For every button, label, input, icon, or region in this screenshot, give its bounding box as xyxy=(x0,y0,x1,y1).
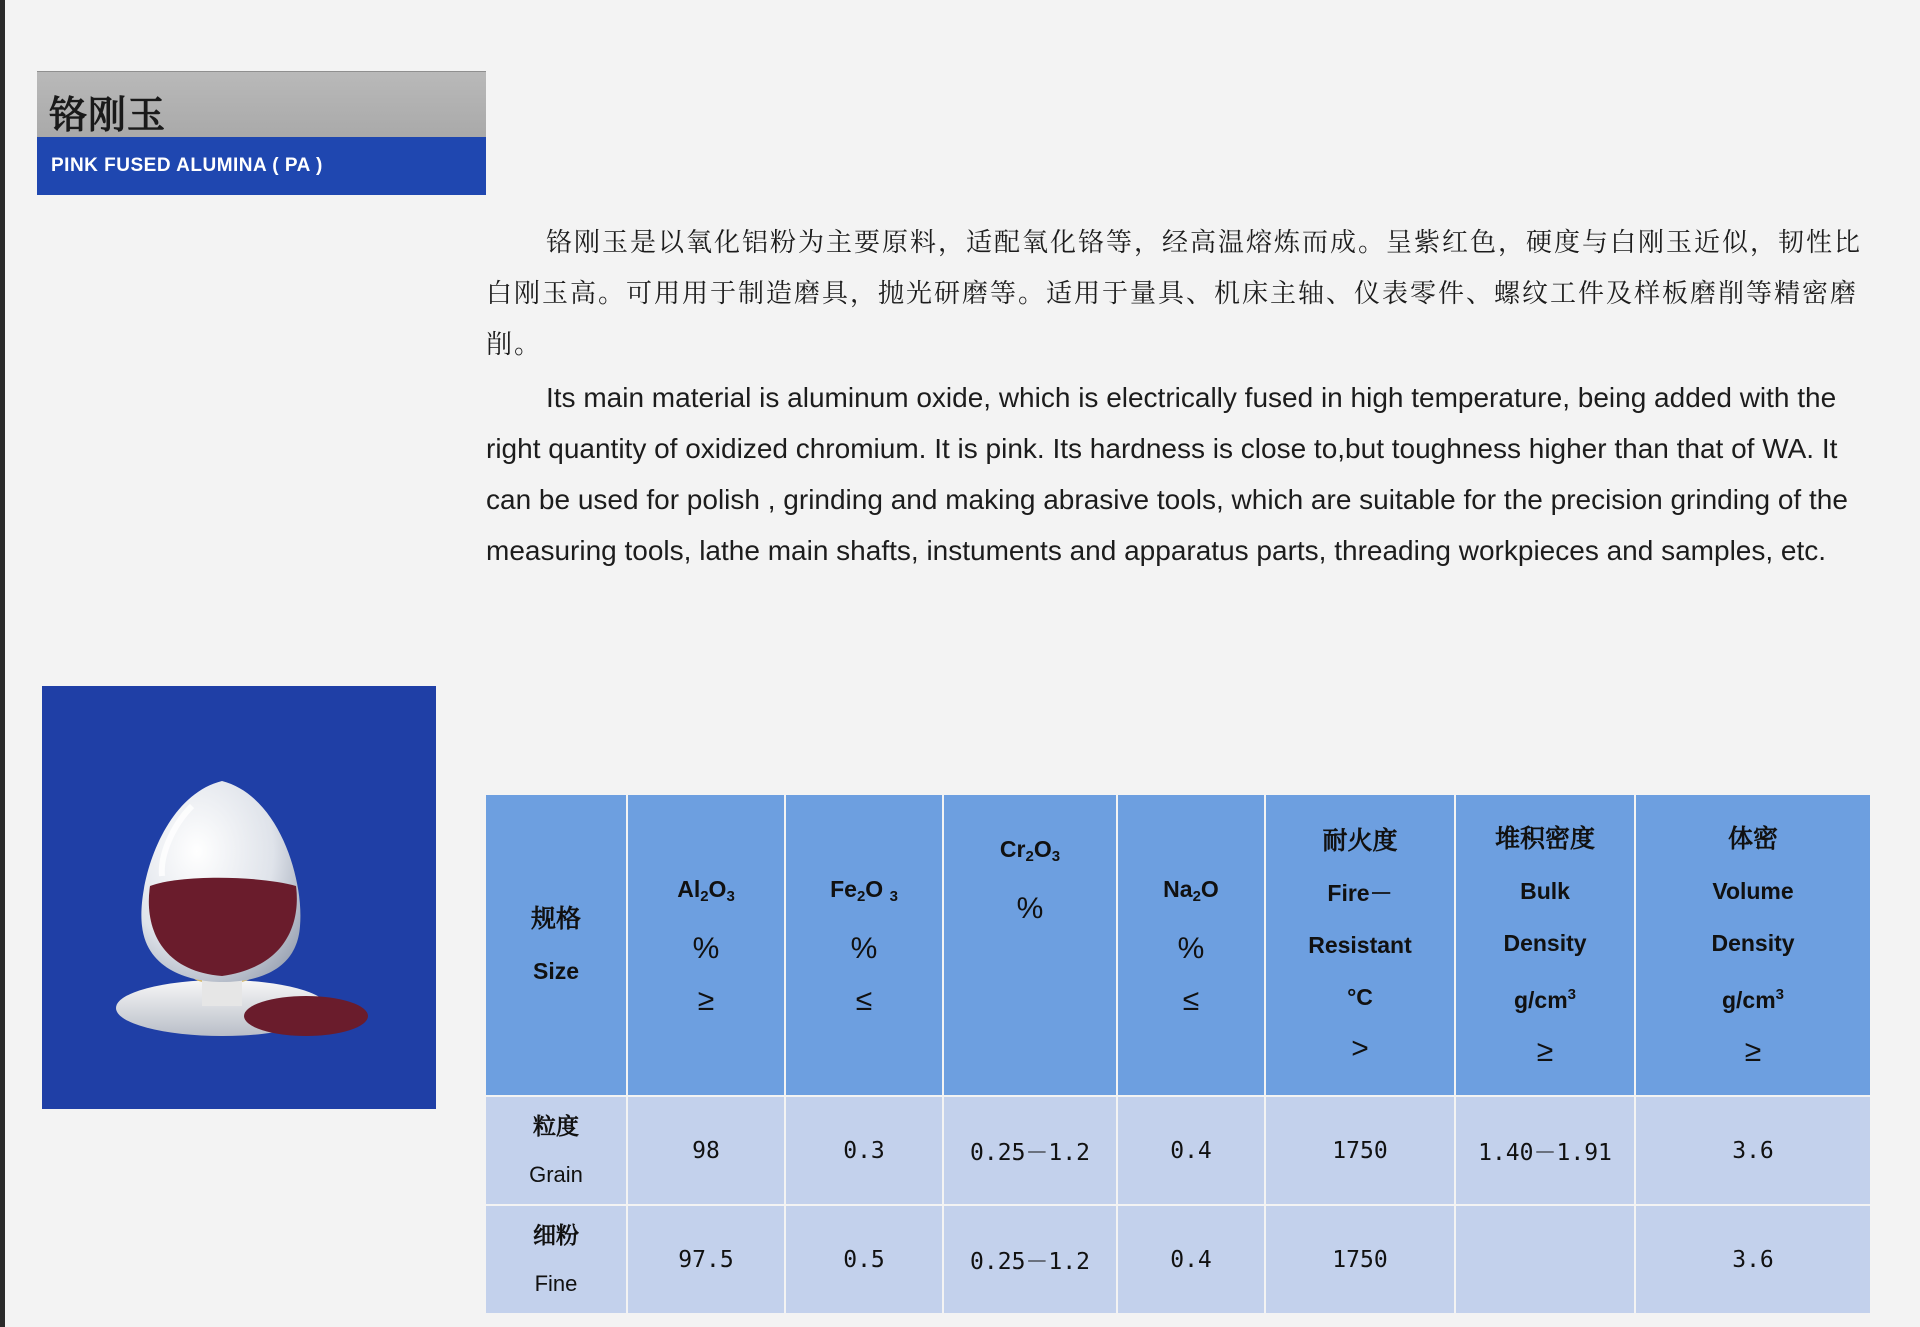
page-subtitle: PINK FUSED ALUMINA ( PA ) xyxy=(51,155,323,176)
cell-fe2o3: 0.5 xyxy=(785,1205,943,1314)
subtitle-bar xyxy=(37,137,486,195)
table-row xyxy=(485,1096,1871,1205)
page-title: 铬刚玉 xyxy=(49,93,167,137)
table-row xyxy=(485,1205,1871,1314)
cell-volume: 3.6 xyxy=(1635,1205,1871,1314)
description-english: Its main material is aluminum oxide, which is electrically fused in high temperature, being added with the right quantity of oxidized chromium. It is pink. Its hardness is close to,but toughness higher than that of WA. It can be used for polish , grinding and making abrasive tools, which are suitable for the precision grinding of the measuring tools, lathe main shafts, instuments and apparatus parts, threading workpieces and samples, etc. xyxy=(486,382,1848,566)
spilled-powder xyxy=(244,996,368,1036)
cell-bulk xyxy=(1455,1205,1635,1314)
cell-bulk: 1.40－1.91 xyxy=(1455,1096,1635,1205)
table-header-row xyxy=(485,794,1871,1096)
cell-volume: 3.6 xyxy=(1635,1096,1871,1205)
row-label-grain: 粒度 Grain xyxy=(485,1096,627,1205)
header-al2o3: $Al_2O_3$ % ≥ xyxy=(627,794,785,1096)
specification-table xyxy=(484,793,1872,1315)
cell-fe2o3: 0.3 xyxy=(785,1096,943,1205)
cell-na2o: 0.4 xyxy=(1117,1096,1265,1205)
cell-al2o3: 97.5 xyxy=(627,1205,785,1314)
row-label-fine: 细粉 Fine xyxy=(485,1205,627,1314)
header-na2o: $Na_2O$ % ≤ xyxy=(1117,794,1265,1096)
header-fe2o3: $Fe_2O$ $_3$ % ≤ xyxy=(785,794,943,1096)
cell-cr2o3: 0.25－1.2 xyxy=(943,1205,1117,1314)
cell-na2o: 0.4 xyxy=(1117,1205,1265,1314)
header-volume-density: 体密 Volume Density $g/cm^3$ ≥ xyxy=(1635,794,1871,1096)
header-cr2o3: $Cr_2O_3$ % xyxy=(943,794,1117,1096)
cell-al2o3: 98 xyxy=(627,1096,785,1205)
header-size: 规格 Size xyxy=(485,794,627,1096)
product-illustration xyxy=(42,686,436,1109)
cell-fire: 1750 xyxy=(1265,1205,1455,1314)
description-chinese: 铬刚玉是以氧化铝粉为主要原料，适配氧化铬等，经高温熔炼而成。呈紫红色，硬度与白刚玉近似，韧性比白刚玉高。可用用于制造磨具，抛光研磨等。适用于量具、机床主轴、仪表零件、螺纹工件及样板磨削等精密磨削。 xyxy=(486,228,1863,360)
scan-edge xyxy=(0,0,5,1327)
product-photo xyxy=(42,686,436,1109)
header-bulk-density: 堆积密度 Bulk Density $g/cm^3$ ≥ xyxy=(1455,794,1635,1096)
title-bar xyxy=(37,71,486,138)
header-fire-resistant: 耐火度 Fire－ Resistant °C > xyxy=(1265,794,1455,1096)
cell-cr2o3: 0.25－1.2 xyxy=(943,1096,1117,1205)
cell-fire: 1750 xyxy=(1265,1096,1455,1205)
